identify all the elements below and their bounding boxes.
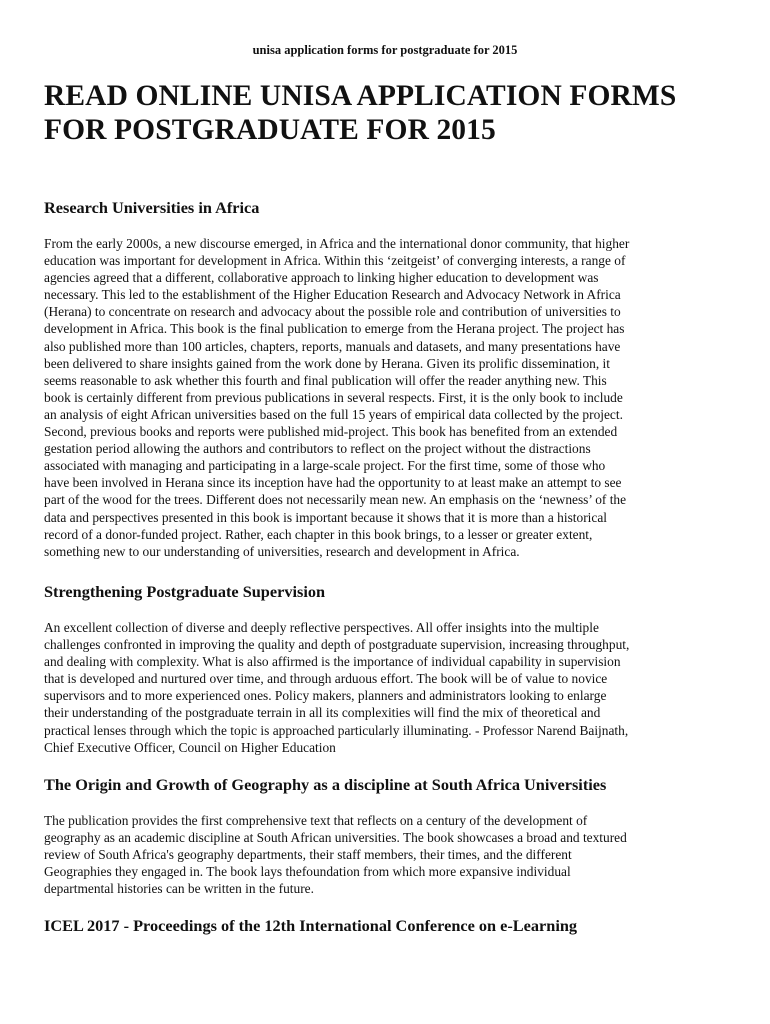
body-text-line: book is certainly different from previous publications in several respects. First, it is the only book to include <box>44 389 623 405</box>
body-text-line: An excellent collection of diverse and deeply reflective perspectives. All offer insights into the multiple <box>44 620 599 635</box>
document-title <box>44 79 744 147</box>
body-text-line: education was important for development in Africa. Within this ‘zeitgeist’ of converging interests, a range of <box>44 253 626 269</box>
body-text-line: data and perspectives presented in this book is important because it shows that it is more than a historical <box>44 509 608 525</box>
body-text-line: associated with managing and participating in a large-scale project. For the first time, some of those who <box>44 458 606 474</box>
body-text-line: have been involved in Herana since its inception have had the opportunity to at least make an attempt to see <box>44 475 622 491</box>
body-text-line: geography as an academic discipline at South African universities. The book showcases a broad and textured <box>44 830 627 846</box>
body-text-line: The publication provides the first comprehensive text that reflects on a century of the development of <box>44 813 588 828</box>
body-text-line: departmental histories can be written in the future. <box>44 881 314 897</box>
body-text-line: review of South Africa's geography departments, their staff members, their times, and the different <box>44 847 572 863</box>
section-heading-icel-2017: ICEL 2017 - Proceedings of the 12th International Conference on e-Learning <box>44 916 578 935</box>
body-text-line: Chief Executive Officer, Council on Higher Education <box>44 739 336 755</box>
title-line: READ ONLINE UNISA APPLICATION FORMS <box>44 80 677 112</box>
section-heading-geography-discipline: The Origin and Growth of Geography as a discipline at South Africa Universities <box>44 775 607 794</box>
body-text-line: gestation period allowing the authors and contributors to reflect on the project without the distractions <box>44 441 591 457</box>
body-text-line: and dealing with complexity. What is also affirmed is the importance of individual capability in supervision <box>44 654 621 670</box>
section-heading-research-universities: Research Universities in Africa <box>44 198 260 217</box>
body-text-line: that is developed and nurtured over time, and through arduous effort. The book will be of value to novice <box>44 671 608 687</box>
body-text-line: From the early 2000s, a new discourse emerged, in Africa and the international donor community, that higher <box>44 236 630 251</box>
body-text-line: practical lenses through which the topic is approached particularly illuminating. - Professor Narend Baijnath, <box>44 722 629 738</box>
body-text-line: Geographies they engaged in. The book lays thefoundation from which more expansive individual <box>44 864 571 880</box>
body-text-line: challenges confronted in improving the quality and depth of postgraduate supervision, increasing throughput, <box>44 637 630 653</box>
section-body-research-universities <box>44 235 736 560</box>
running-header: unisa application forms for postgraduate for 2015 <box>252 43 518 57</box>
body-text-line: something new to our understanding of universities, research and development in Africa. <box>44 543 520 559</box>
body-text-line: an analysis of eight African universities based on the full 15 years of empirical data collected by the project. <box>44 406 623 422</box>
body-text-line: development in Africa. This book is the final publication to emerge from the Herana project. The project has <box>44 321 625 337</box>
body-text-line: been delivered to share insights gained from the work done by Herana. Given its prolific dissemination, it <box>44 355 610 371</box>
body-text-line: record of a donor-funded project. Rather, each chapter in this book brings, to a lesser or greater extent, <box>44 526 593 542</box>
title-line: FOR POSTGRADUATE FOR 2015 <box>44 114 496 146</box>
body-text-line: necessary. This led to the establishment of the Higher Education Research and Advocacy Network in Africa <box>44 287 621 303</box>
body-text-line: also published more than 100 articles, chapters, reports, manuals and datasets, and many presentations have <box>44 338 621 354</box>
body-text-line: Second, previous books and reports were published mid-project. This book has benefited from an extended <box>44 424 618 440</box>
body-text-line: (Herana) to concentrate on research and advocacy about the possible role and contribution of universities to <box>44 304 621 320</box>
section-heading-postgraduate-supervision: Strengthening Postgraduate Supervision <box>44 582 326 601</box>
body-text-line: their understanding of the postgraduate terrain in all its complexities will find the mix of theoretical and <box>44 705 601 721</box>
body-text-line: supervisors and to more experienced ones. Policy makers, planners and administrators looking to enlarge <box>44 688 607 704</box>
body-text-line: agencies agreed that a different, collaborative approach to linking higher education to development was <box>44 270 599 286</box>
section-body-geography-discipline <box>44 812 736 897</box>
section-body-postgraduate-supervision <box>44 619 736 756</box>
body-text-line: part of the wood for the trees. Different does not necessarily mean new. An emphasis on the ‘newness’ of the <box>44 492 627 508</box>
body-text-line: seems reasonable to ask whether this fourth and final publication will offer the reader anything new. This <box>44 372 607 388</box>
